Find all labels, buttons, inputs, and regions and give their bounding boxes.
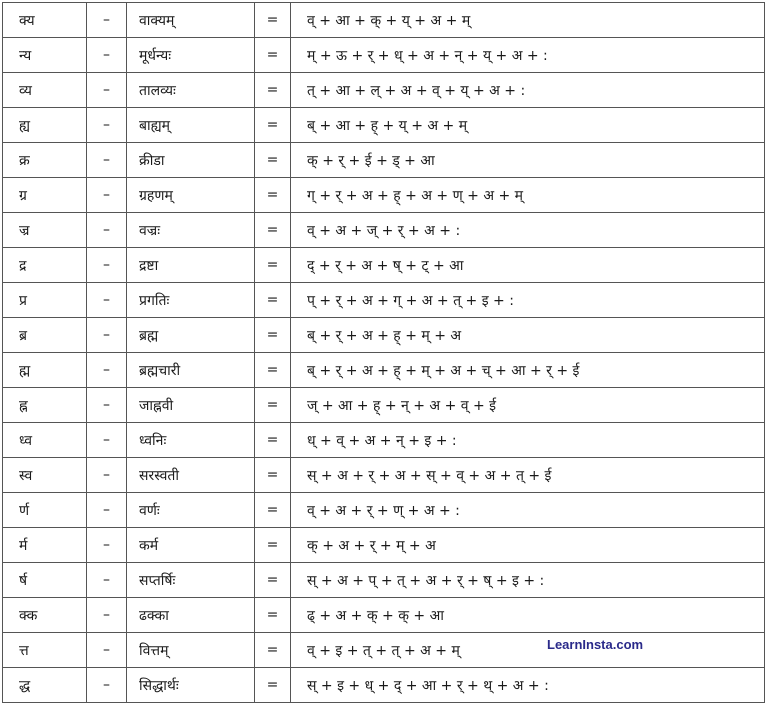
dash-cell: – [87, 178, 127, 213]
table-row [3, 493, 765, 528]
table-row [3, 598, 765, 633]
conjunct-cell: ध्व [3, 423, 87, 458]
breakdown-cell: स् + इ + ध् + द् + आ + र् + थ् + अ + : [291, 668, 765, 703]
breakdown-cell: स् + अ + प् + त् + अ + र् + ष् + इ + : [291, 563, 765, 598]
word-cell: द्रष्टा [127, 248, 255, 283]
word-cell: क्रीडा [127, 143, 255, 178]
word-cell: ग्रहणम् [127, 178, 255, 213]
word-cell: प्रगतिः [127, 283, 255, 318]
equals-cell: = [255, 213, 291, 248]
table-row [3, 38, 765, 73]
word-cell: ध्वनिः [127, 423, 255, 458]
watermark-text: LearnInsta.com [547, 637, 644, 652]
dash-cell: – [87, 633, 127, 668]
conjunct-cell: न्य [3, 38, 87, 73]
breakdown-cell: म् + ऊ + र् + ध् + अ + न् + य् + अ + : [291, 38, 765, 73]
word-cell: वाक्यम् [127, 3, 255, 38]
table-row [3, 178, 765, 213]
breakdown-cell: द् + र् + अ + ष् + ट् + आ [291, 248, 765, 283]
table-row [3, 3, 765, 38]
dash-cell: – [87, 598, 127, 633]
dash-cell: – [87, 143, 127, 178]
word-cell: सरस्वती [127, 458, 255, 493]
conjunct-cell: त्त [3, 633, 87, 668]
conjunct-cell: ह्य [3, 108, 87, 143]
breakdown-cell: ज् + आ + ह् + न् + अ + व् + ई [291, 388, 765, 423]
breakdown-cell: क् + अ + र् + म् + अ [291, 528, 765, 563]
dash-cell: – [87, 3, 127, 38]
breakdown-cell: ब् + र् + अ + ह् + म् + अ [291, 318, 765, 353]
equals-cell: = [255, 493, 291, 528]
conjunct-cell: ब्र [3, 318, 87, 353]
word-cell: ढक्का [127, 598, 255, 633]
conjunct-cell: व्य [3, 73, 87, 108]
table-row [3, 458, 765, 493]
equals-cell: = [255, 528, 291, 563]
conjunct-cell: र्ष [3, 563, 87, 598]
breakdown-cell: व् + इ + त् + त् + अ + म् [291, 633, 765, 668]
word-cell: वर्णः [127, 493, 255, 528]
dash-cell: – [87, 458, 127, 493]
equals-cell: = [255, 143, 291, 178]
word-cell: ब्रह्म [127, 318, 255, 353]
equals-cell: = [255, 423, 291, 458]
word-cell: ब्रह्मचारी [127, 353, 255, 388]
word-cell: सप्तर्षिः [127, 563, 255, 598]
breakdown-cell: ग् + र् + अ + ह् + अ + ण् + अ + म् [291, 178, 765, 213]
dash-cell: – [87, 283, 127, 318]
table-row [3, 423, 765, 458]
table-row [3, 283, 765, 318]
equals-cell: = [255, 633, 291, 668]
dash-cell: – [87, 493, 127, 528]
word-cell: वित्तम् [127, 633, 255, 668]
conjunct-cell: ह्न [3, 388, 87, 423]
conjunct-cell: क्क [3, 598, 87, 633]
dash-cell: – [87, 668, 127, 703]
table-body [3, 3, 765, 703]
equals-cell: = [255, 283, 291, 318]
dash-cell: – [87, 353, 127, 388]
table-row [3, 388, 765, 423]
word-cell: मूर्धन्यः [127, 38, 255, 73]
word-cell: वज्रः [127, 213, 255, 248]
breakdown-cell: व् + अ + र् + ण् + अ + : [291, 493, 765, 528]
equals-cell: = [255, 668, 291, 703]
dash-cell: – [87, 563, 127, 598]
breakdown-cell: प् + र् + अ + ग् + अ + त् + इ + : [291, 283, 765, 318]
table-row [3, 108, 765, 143]
word-cell: बाह्यम् [127, 108, 255, 143]
table-row [3, 213, 765, 248]
equals-cell: = [255, 388, 291, 423]
conjunct-cell: स्व [3, 458, 87, 493]
table-row [3, 633, 765, 668]
table-row [3, 563, 765, 598]
dash-cell: – [87, 423, 127, 458]
dash-cell: – [87, 73, 127, 108]
dash-cell: – [87, 528, 127, 563]
table-row [3, 248, 765, 283]
table-row [3, 528, 765, 563]
equals-cell: = [255, 73, 291, 108]
dash-cell: – [87, 38, 127, 73]
equals-cell: = [255, 353, 291, 388]
conjunct-cell: र्ण [3, 493, 87, 528]
equals-cell: = [255, 598, 291, 633]
breakdown-cell: व् + अ + ज् + र् + अ + : [291, 213, 765, 248]
dash-cell: – [87, 248, 127, 283]
conjunct-cell: ज्र [3, 213, 87, 248]
breakdown-cell: ढ् + अ + क् + क् + आ [291, 598, 765, 633]
equals-cell: = [255, 248, 291, 283]
word-cell: कर्म [127, 528, 255, 563]
conjunct-cell: ह्म [3, 353, 87, 388]
word-cell: तालव्यः [127, 73, 255, 108]
conjunct-cell: र्म [3, 528, 87, 563]
conjunct-cell: द्र [3, 248, 87, 283]
conjunct-cell: ग्र [3, 178, 87, 213]
table-row [3, 73, 765, 108]
word-cell: जाह्नवी [127, 388, 255, 423]
equals-cell: = [255, 318, 291, 353]
table-row [3, 353, 765, 388]
conjunct-breakdown-table [2, 2, 765, 703]
equals-cell: = [255, 3, 291, 38]
equals-cell: = [255, 178, 291, 213]
conjunct-cell: क्य [3, 3, 87, 38]
conjunct-cell: द्ध [3, 668, 87, 703]
equals-cell: = [255, 38, 291, 73]
breakdown-cell: व् + आ + क् + य् + अ + म् [291, 3, 765, 38]
breakdown-cell: स् + अ + र् + अ + स् + व् + अ + त् + ई [291, 458, 765, 493]
dash-cell: – [87, 388, 127, 423]
breakdown-cell: ध् + व् + अ + न् + इ + : [291, 423, 765, 458]
equals-cell: = [255, 458, 291, 493]
breakdown-cell: क् + र् + ई + ड् + आ [291, 143, 765, 178]
equals-cell: = [255, 563, 291, 598]
dash-cell: – [87, 318, 127, 353]
equals-cell: = [255, 108, 291, 143]
dash-cell: – [87, 213, 127, 248]
breakdown-cell: ब् + आ + ह् + य् + अ + म् [291, 108, 765, 143]
breakdown-cell: त् + आ + ल् + अ + व् + य् + अ + : [291, 73, 765, 108]
conjunct-cell: प्र [3, 283, 87, 318]
table-row [3, 318, 765, 353]
table-row [3, 143, 765, 178]
breakdown-cell: ब् + र् + अ + ह् + म् + अ + च् + आ + र् + ई [291, 353, 765, 388]
dash-cell: – [87, 108, 127, 143]
word-cell: सिद्धार्थः [127, 668, 255, 703]
table-row [3, 668, 765, 703]
conjunct-cell: क्र [3, 143, 87, 178]
